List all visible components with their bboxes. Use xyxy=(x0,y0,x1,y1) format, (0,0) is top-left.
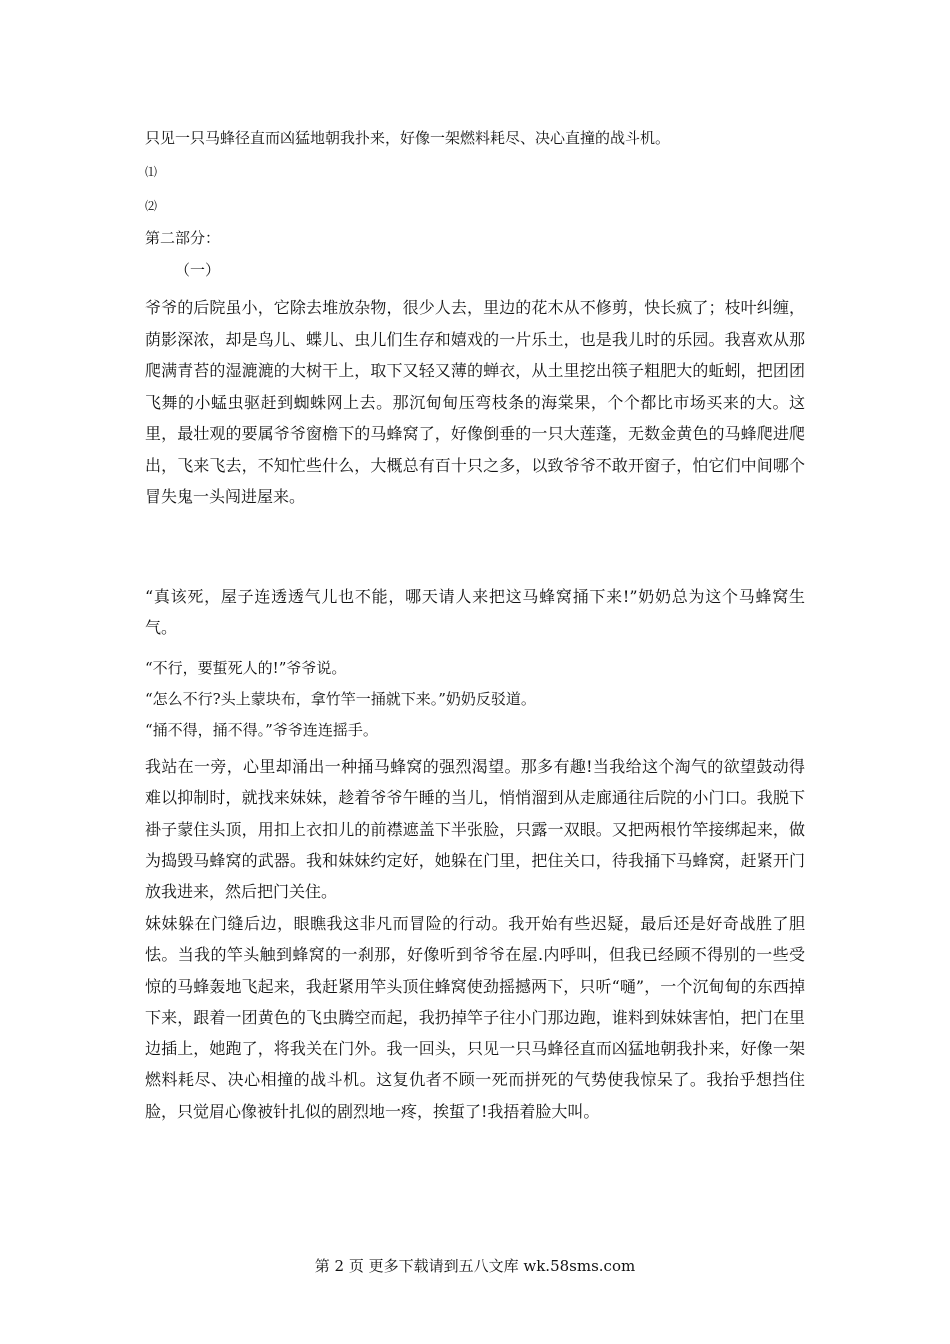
section-heading: （一） xyxy=(175,261,221,279)
paragraph-grandpa-waves: “捅不得，捅不得。”爷爷连连摇手。 xyxy=(145,721,378,739)
intro-sentence: 只见一只马蜂径直而凶猛地朝我扑来，好像一架燃料耗尽、决心直撞的战斗机。 xyxy=(145,129,671,147)
part-heading: 第二部分： xyxy=(145,229,221,247)
paragraph-attack: 妹妹躲在门缝后边，眼瞧我这非凡而冒险的行动。我开始有些迟疑，最后还是好奇战胜了胆怯。当我的竿头触到蜂窝的一刹那，好像听到爷爷在屋.内呼叫，但我已经顾不得别的一些受惊的马蜂轰地飞起来，我赶紧用竿头顶住蜂窝使劲摇撼两下，只听“嗵”，一个沉甸甸的东西掉下来，跟着一团黄色的飞虫腾空而起，我扔掉竿子往小门那边跑，谁料到妹妹害怕，把门在里边插上，她跑了，将我关在门外。我一回头，只见一只马蜂径直而凶猛地朝我扑来，好像一架燃料耗尽、决心相撞的战斗机。这复仇者不顾一死而拼死的气势使我惊呆了。我抬乎想挡住脸，只觉眉心像被针扎似的剧烈地一疼，挨蜇了!我捂着脸大叫。 xyxy=(145,914,805,1121)
answer-blank-1: ⑴ xyxy=(145,165,158,179)
answer-blank-2: ⑵ xyxy=(145,199,158,213)
paragraph-grandma-complains: “真该死，屋子连透透气儿也不能，哪天请人来把这马蜂窝捅下来!”奶奶总为这个马蜂窝生气。 xyxy=(145,587,805,638)
paragraph-grandma-retorts: “怎么不行?头上蒙块布，拿竹竿一捅就下来。”奶奶反驳道。 xyxy=(145,690,536,708)
paragraph-grandpa-refuses: “不行，要蜇死人的!”爷爷说。 xyxy=(145,659,347,677)
document-page xyxy=(145,0,805,1344)
page-footer: 第 2 页 更多下载请到五八文库 wk.58sms.com xyxy=(314,1257,636,1275)
paragraph-backyard: 爷爷的后院虽小，它除去堆放杂物，很少人去，里边的花木从不修剪，快长疯了；枝叶纠缠，荫影深浓，却是鸟儿、蝶儿、虫儿们生存和嬉戏的一片乐土，也是我儿时的乐园。我喜欢从那爬满青苔的湿漉漉的大树干上，取下又轻又薄的蝉衣，从土里挖出筷子粗肥大的蚯蚓，把团团飞舞的小蜢虫驱赶到蜘蛛网上去。那沉甸甸压弯枝条的海棠果，个个都比市场买来的大。这里，最壮观的要属爷爷窗檐下的马蜂窝了，好像倒垂的一只大莲蓬，无数金黄色的马蜂爬进爬出，飞来飞去，不知忙些什么，大概总有百十只之多，以致爷爷不敢开窗子，怕它们中间哪个冒失鬼一头闯进屋来。 xyxy=(145,298,805,506)
paragraph-plan: 我站在一旁，心里却涌出一种捅马蜂窝的强烈渴望。那多有趣!当我给这个淘气的欲望鼓动得难以抑制时，就找来妹妹，趁着爷爷午睡的当儿，悄悄溜到从走廊通往后院的小门口。我脱下褂子蒙住头顶，用扣上衣扣儿的前襟遮盖下半张脸，只露一双眼。又把两根竹竿接绑起来，做为捣毁马蜂窝的武器。我和妹妹约定好，她躲在门里，把住关口，待我捅下马蜂窝，赶紧开门放我进来，然后把门关住。 xyxy=(145,757,805,902)
